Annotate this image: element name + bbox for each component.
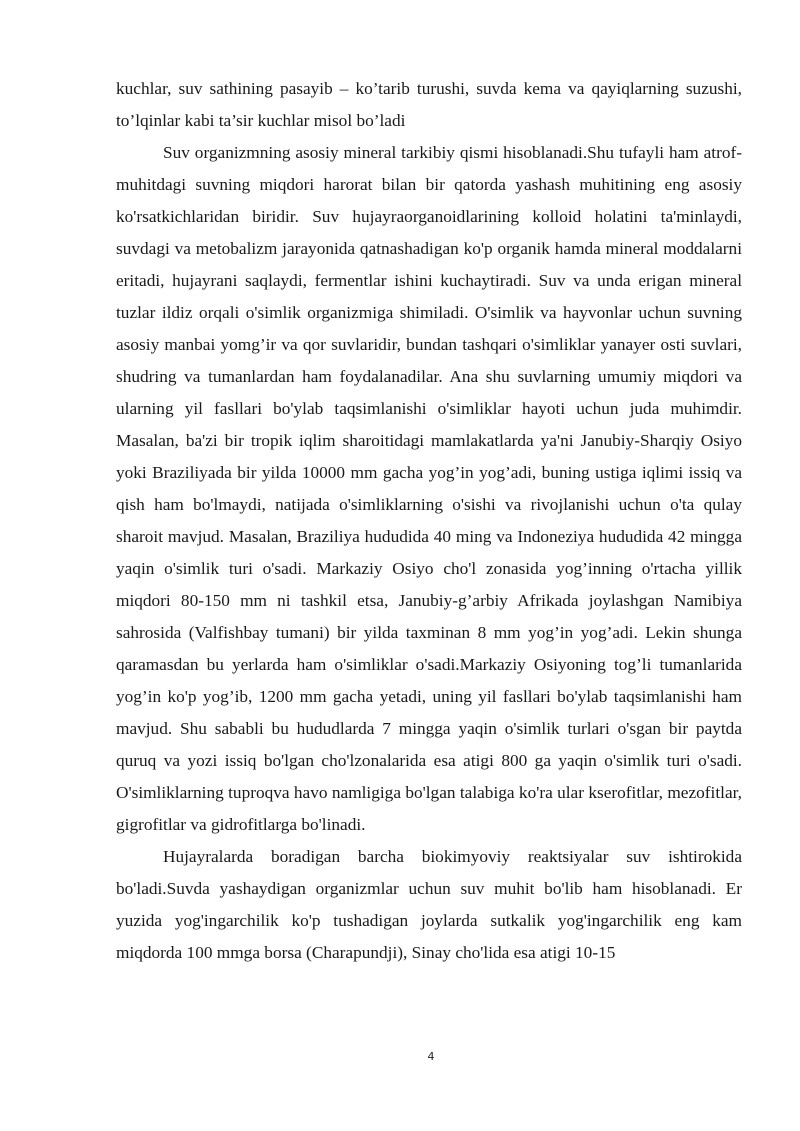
page-body (116, 73, 742, 969)
page-number: 4 (427, 1050, 435, 1063)
paragraph-continuation: kuchlar, suv sathining pasayib – ko’tarib turushi, suvda kema va qayiqlarning suzushi, to’lqinlar kabi ta’sir kuchlar misol bo’ladi (116, 79, 742, 130)
paragraph-biochemical-reactions: Hujayralarda boradigan barcha biokimyoviy reaktsiyalar suv ishtirokida bo'ladi.Suvda yashaydigan organizmlar uchun suv muhit bo'lib ham hisoblanadi. Er yuzida yog'ingarchilik ko'p tushadigan joylarda sutkalik yog'ingarchilik eng kam miqdorda 100 mmga borsa (Charapundji), Sinay cho'lida esa atigi 10-15 (116, 847, 742, 962)
paragraph-water-mineral-component: Suv organizmning asosiy mineral tarkibiy qismi hisoblanadi.Shu tufayli ham atrof-muhitdagi suvning miqdori harorat bilan bir qatorda yashash muhitining eng asosiy ko'rsatkichlaridan biridir. Suv hujayraorganoidlarining kolloid holatini ta'minlaydi, suvdagi va metobalizm jarayonida qatnashadigan ko'p organik hamda mineral moddalarni eritadi, hujayrani saqlaydi, fermentlar ishini kuchaytiradi. Suv va unda erigan mineral tuzlar ildiz orqali o'simlik organizmiga shimiladi. O'simlik va hayvonlar uchun suvning asosiy manbai yomg’ir va qor suvlaridir, bundan tashqari o'simliklar yanayer osti suvlari, shudring va tumanlardan ham foydalanadilar. Ana shu suvlarning umumiy miqdori va ularning yil fasllari bo'ylab taqsimlanishi o'simliklar hayoti uchun juda muhimdir. Masalan, ba'zi bir tropik iqlim sharoitidagi mamlakatlarda ya'ni Janubiy-Sharqiy Osiyo yoki Braziliyada bir yilda 10000 mm gacha yog’in yog’adi, buning ustiga iqlimi issiq va qish ham bo'lmaydi, natijada o'simliklarning o'sishi va rivojlanishi uchun o'ta qulay sharoit mavjud. Masalan, Braziliya hududida 40 ming va Indoneziya hududida 42 mingga yaqin o'simlik turi o'sadi. Markaziy Osiyo cho'l zonasida yog’inning o'rtacha yillik miqdori 80-150 mm ni tashkil etsa, Janubiy-g’arbiy Afrikada joylashgan Namibiya sahrosida (Valfishbay tumani) bir yilda taxminan 8 mm yog’in yog’adi. Lekin shunga qaramasdan bu yerlarda ham o'simliklar o'sadi.Markaziy Osiyoning tog’li tumanlarida yog’in ko'p yog’ib, 1200 mm gacha yetadi, uning yil fasllari bo'ylab taqsimlanishi ham mavjud. Shu sababli bu hududlarda 7 mingga yaqin o'simlik turlari o'sgan bir paytda quruq va yozi issiq bo'lgan cho'lzonalarida esa atigi 800 ga yaqin o'simlik turi o'sadi. O'simliklarning tuproqva havo namligiga bo'lgan talabiga ko'ra ular kserofitlar, mezofitlar, gigrofitlar va gidrofitlarga bo'linadi. (116, 143, 742, 834)
